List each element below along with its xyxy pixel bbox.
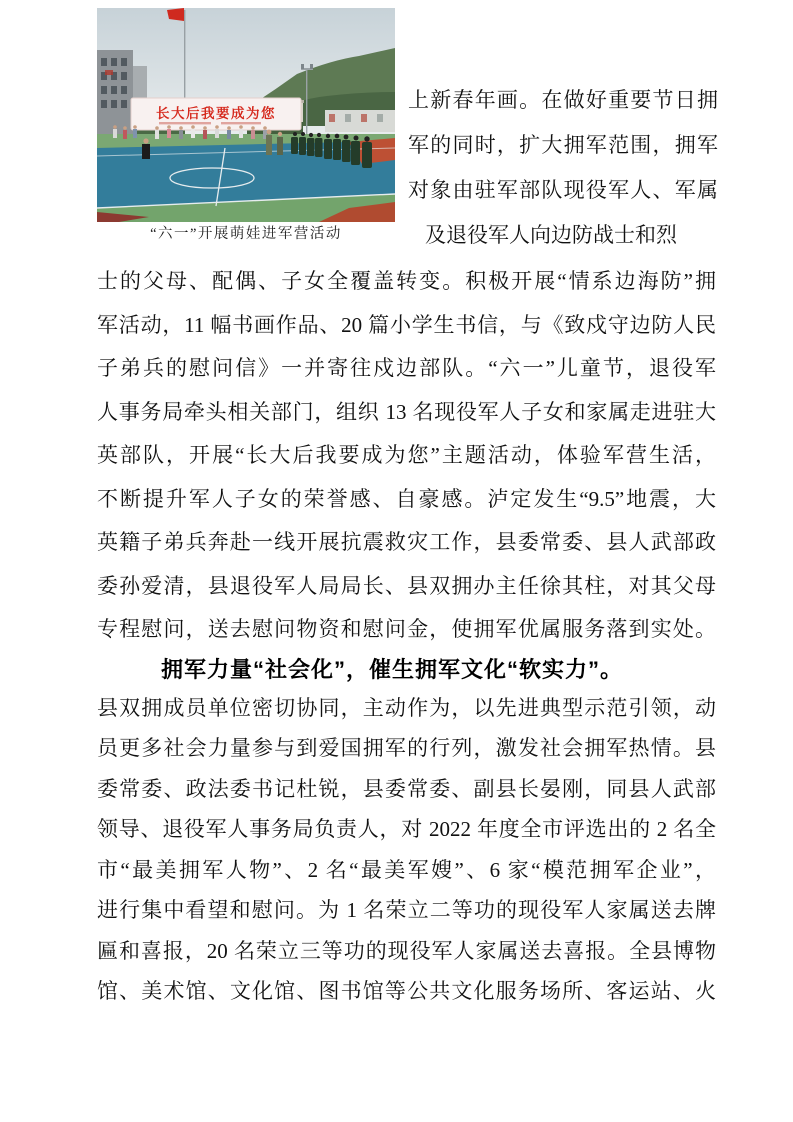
paragraph-2 (97, 688, 716, 1012)
body-line: 上新春年画。在做好重要节日拥 (408, 88, 718, 112)
photo-figure[interactable] (97, 8, 395, 222)
body-line: 委孙爱清，县退役军人局局长、县双拥办主任徐其柱，对其父母 (97, 573, 716, 598)
body-line: 进行集中看望和慰问。为 1 名荣立二等功的现役军人家属送去牌 (97, 898, 716, 922)
body-line: 委常委、政法委书记杜锐，县委常委、副县长晏刚，同县人武部 (97, 776, 716, 801)
section-bold-heading: 拥军力量“社会化”，催生拥军文化“软实力”。 (161, 656, 624, 682)
body-line: 不断提升军人子女的荣誉感、自豪感。泸定发生“9.5”地震，大 (97, 486, 716, 511)
paragraph-1 (97, 260, 716, 652)
photo-caption: “六一”开展萌娃进军营活动 (150, 226, 342, 242)
boundary-wall (325, 110, 395, 132)
body-line: 对象由驻军部队现役军人、军属 (408, 178, 718, 202)
body-line: 专程慰问，送去慰问物资和慰问金，使拥军优属服务落到实处。 (97, 617, 716, 641)
body-line: 子弟兵的慰问信》一并寄往戍边部队。“六一”儿童节，退役军 (97, 356, 716, 380)
body-line: 军活动，11 幅书画作品、20 篇小学生书信，与《致戍守边防人民 (97, 312, 716, 337)
body-line: 匾和喜报，20 名荣立三等功的现役军人家属送去喜报。全县博物 (97, 938, 716, 963)
body-line: 人事务局牵头相关部门，组织 13 名现役军人子女和家属走进驻大 (97, 399, 716, 424)
article-body (97, 260, 716, 1012)
body-line: 英部队，开展“长大后我要成为您”主题活动，体验军营生活， (97, 443, 716, 467)
body-line: 县双拥成员单位密切协同，主动作为，以先进典型示范引领，动 (97, 695, 716, 720)
body-line: 英籍子弟兵奔赴一线开展抗震救灾工作，县委常委、县人武部政 (97, 530, 716, 554)
body-line: 军的同时，扩大拥军范围，拥军 (408, 133, 718, 157)
wrap-text-column (408, 78, 718, 258)
body-line: 馆、美术馆、文化馆、图书馆等公共文化服务场所、客运站、火 (97, 979, 716, 1003)
june1-activity-photo (97, 8, 395, 222)
body-line: 市“最美拥军人物”、2 名“最美军嫂”、6 家“模范拥军企业”， (97, 857, 716, 882)
body-line: 士的父母、配偶、子女全覆盖转变。积极开展“情系边海防”拥 (97, 269, 716, 293)
banner (131, 98, 301, 130)
banner-slogan-text: 长大后我要成为您 (156, 106, 276, 121)
body-line: 员更多社会力量参与到爱国拥军的行列，激发社会拥军热情。县 (97, 736, 716, 760)
body-line: 及退役军人向边防战士和烈 (425, 223, 677, 247)
body-line: 领导、退役军人事务局负责人，对 2022 年度全市评选出的 2 名全 (97, 817, 716, 841)
